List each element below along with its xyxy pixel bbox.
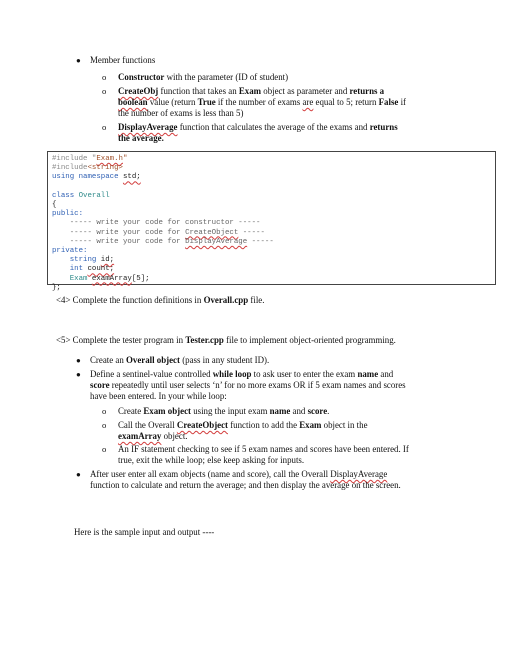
member-functions-heading: Member functions (90, 55, 156, 65)
sub-bullet-icon: o (102, 420, 107, 430)
sub-bullet-icon: o (102, 72, 107, 82)
create-obj-item: CreateObj function that takes an Exam object as parameter and returns a boolean value (return True if the number of exams are equal to 5; return False if the number of exams is less than 5) (118, 86, 406, 118)
bullet-icon: ● (76, 470, 81, 479)
code-block: #include "Exam.h" #include<string> using namespace std; class Overall { public: ----- write your code for constructor ----- ----- write your code for CreateObject ----- ----- write your code for DisplayAverage ----- private: string id; int count; Exam examArray[5]; }; (47, 151, 496, 285)
tester-bullet-display-average: After user enter all exam objects (name and score), call the Overall DisplayAverage function to calculate and return the average; and then display the average on the screen. (90, 469, 401, 490)
step-4-text: <4> Complete the function definitions in Overall.cpp file. (56, 295, 265, 305)
sub-bullet-icon: o (102, 86, 107, 96)
step-5-text: <5> Complete the tester program in Tester.cpp file to implement object-oriented programming. (56, 335, 396, 345)
bullet-icon: ● (76, 356, 81, 365)
tester-bullet-create-overall: Create an Overall object (pass in any student ID). (90, 355, 270, 365)
sub-bullet-icon: o (102, 406, 107, 416)
sub-bullet-icon: o (102, 122, 107, 132)
sample-io-heading: Here is the sample input and output ---- (74, 527, 215, 537)
tester-bullet-while-loop: Define a sentinel-value controlled while loop to ask user to enter the exam name and score repeatedly until user selects ‘n’ for no more exams OR if 5 exam names and scores have been entered. In your while loop: (90, 369, 406, 401)
sub-bullet-icon: o (102, 444, 107, 454)
loop-step-create-exam: Create Exam object using the input exam name and score. (118, 406, 330, 416)
constructor-item: Constructor with the parameter (ID of student) (118, 72, 289, 82)
bullet-icon: ● (76, 56, 81, 65)
loop-step-call-createobject: Call the Overall CreateObject function to add the Exam object in the examArray object. (118, 420, 368, 441)
display-average-item: DisplayAverage function that calculates the average of the exams and returns the average. (118, 122, 398, 143)
bullet-icon: ● (76, 370, 81, 379)
loop-step-if-check: An IF statement checking to see if 5 exam names and scores have been entered. If true, exit the while loop; else keep asking for inputs. (118, 444, 409, 465)
